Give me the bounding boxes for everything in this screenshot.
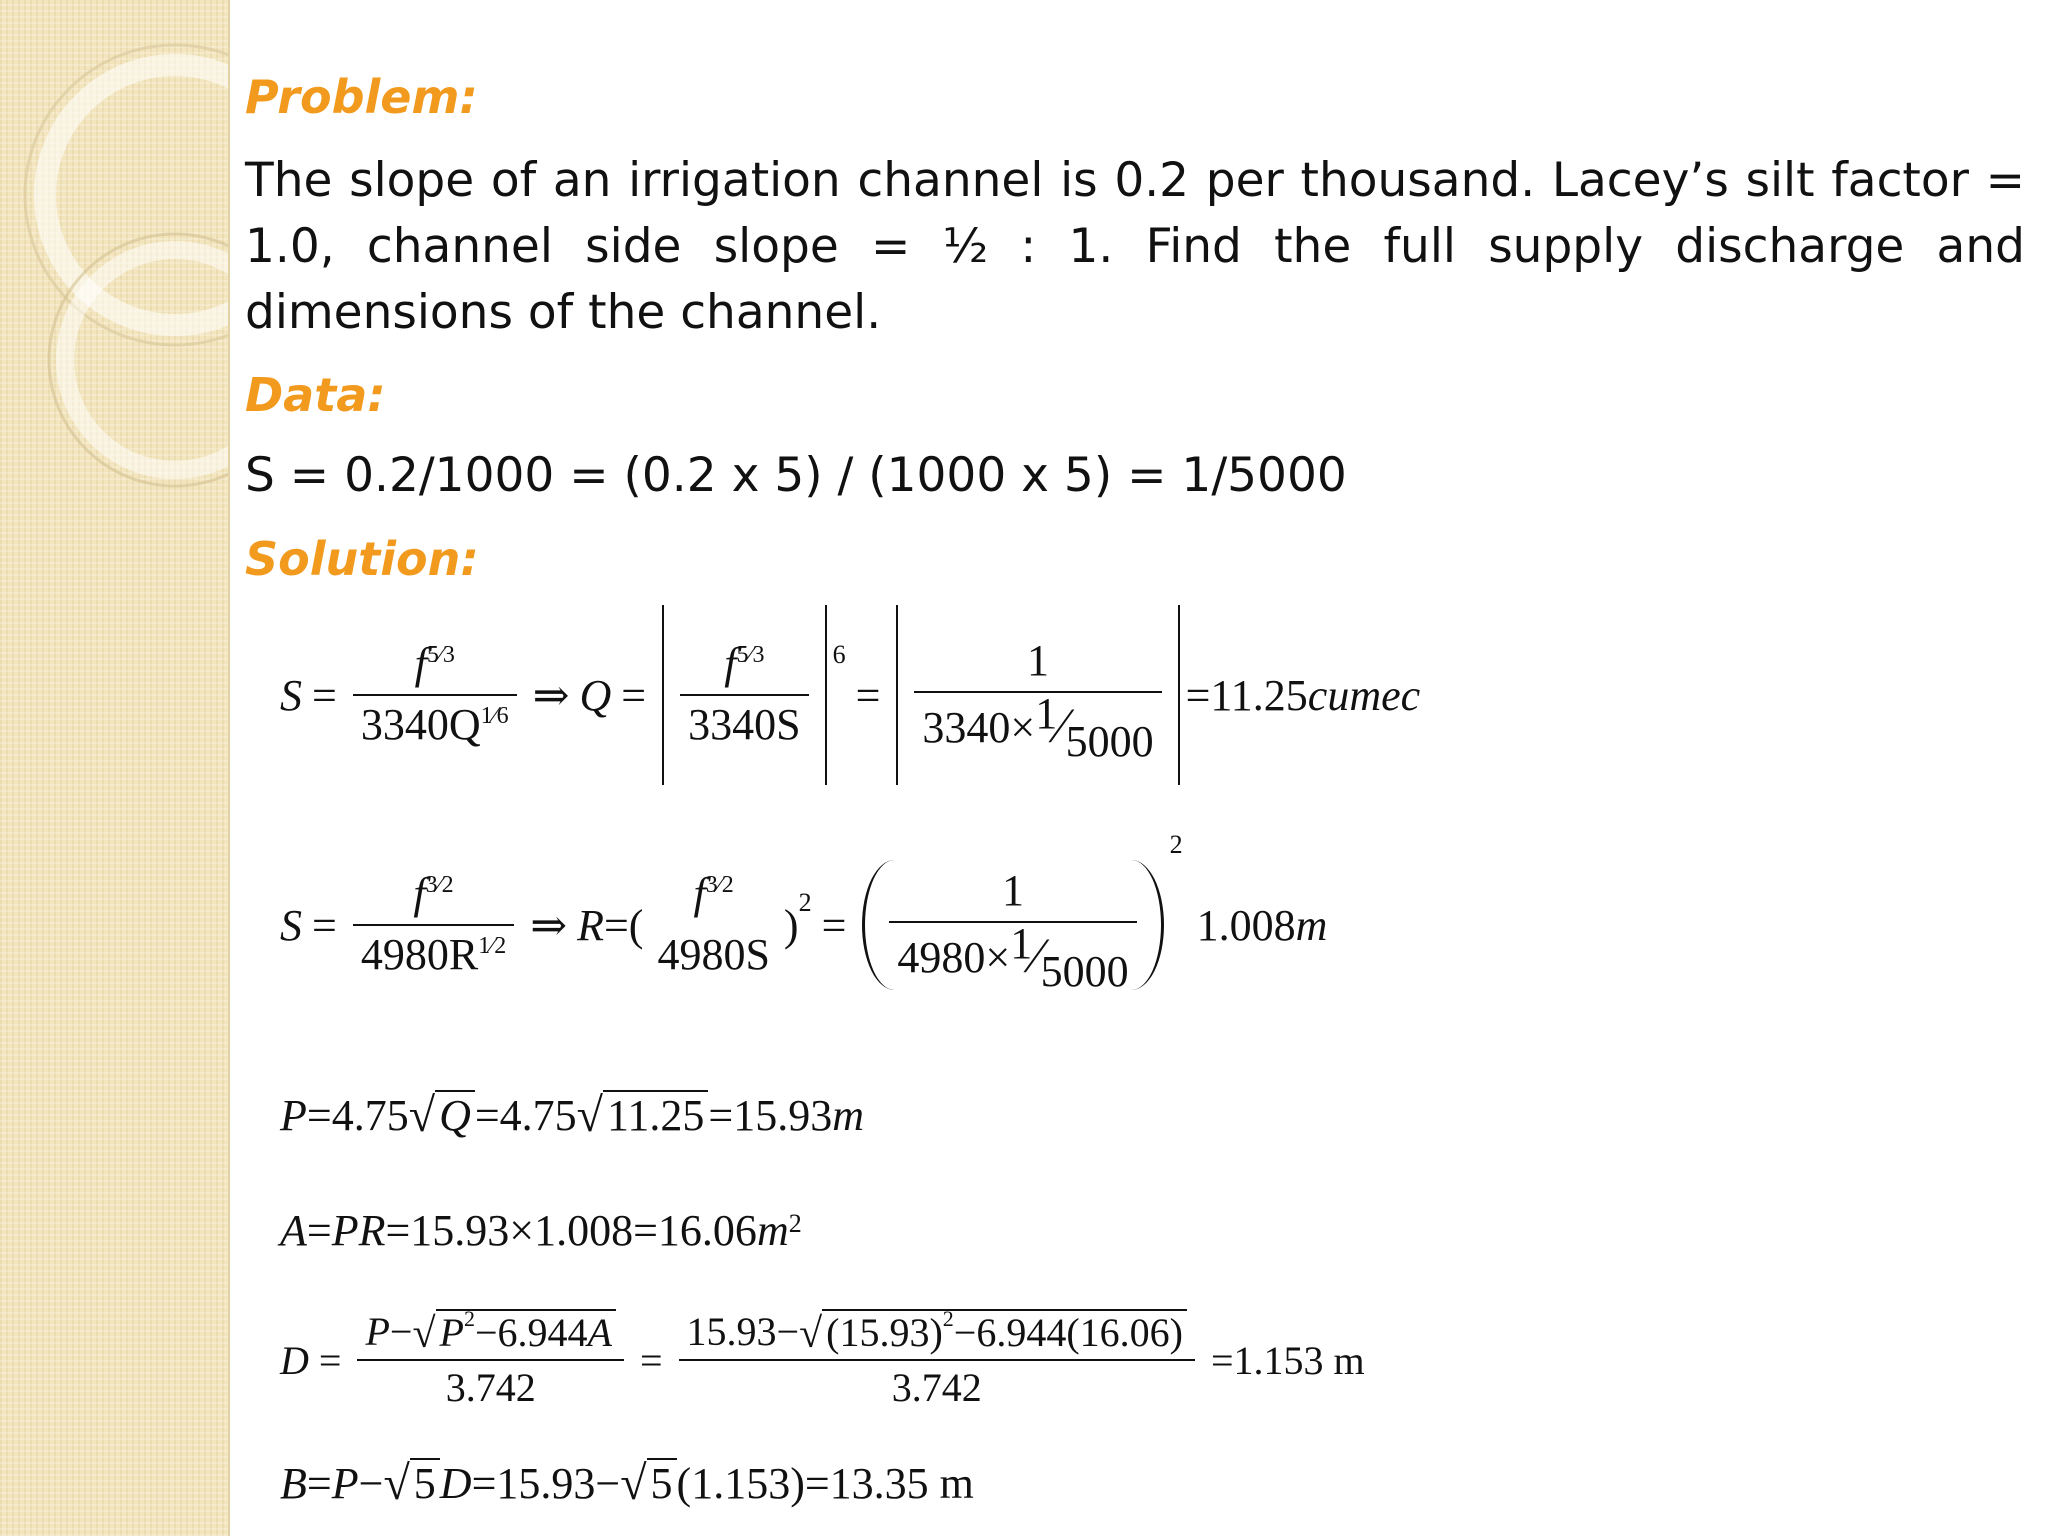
eq1-fraction-1 xyxy=(353,639,517,750)
eq5-n2-rad-a: (15.93) xyxy=(826,1310,943,1355)
eq1-f1-num-exp: 5⁄3 xyxy=(426,642,455,669)
data-statement: S = 0.2/1000 = (0.2 x 5) / (1000 x 5) = 1/5000 xyxy=(245,448,1347,503)
eq1-bracket-2 xyxy=(896,605,1179,785)
eq5-fraction-2 xyxy=(679,1305,1195,1411)
problem-heading: Problem: xyxy=(245,70,478,124)
eq4-part-b: =15.93×1.008=16.06 xyxy=(385,1205,757,1255)
eq5-result: =1.153 m xyxy=(1210,1337,1365,1383)
eq3-unit: m xyxy=(832,1090,864,1140)
problem-statement: The slope of an irrigation channel is 0.2 per thousand. Lacey’s silt factor = 1.0, channel side slope = ½ : 1. Find the full supply discharge and dimensions of the channel. xyxy=(245,153,2025,340)
eq6-part-b: − xyxy=(358,1458,384,1508)
eq2-f3-num: 1 xyxy=(1002,865,1024,915)
eq5-n1-a: P xyxy=(365,1309,390,1354)
eq1-result: =11.25 xyxy=(1185,670,1308,720)
decorative-side-band xyxy=(0,0,230,1536)
eq1-q: Q xyxy=(579,670,612,720)
eq1-equals-3: = xyxy=(855,670,881,720)
eq5-n1-b: − xyxy=(389,1309,413,1354)
eq1-f2-num: f xyxy=(724,639,737,689)
eq3-part-c: =15.93 xyxy=(708,1090,833,1140)
eq6-d: D xyxy=(439,1458,472,1508)
eq2-f2-den: 4980S xyxy=(657,930,770,979)
equation-hydraulic-radius xyxy=(280,825,1327,1025)
eq6-part-c: =15.93− xyxy=(471,1458,621,1508)
eq2-f2-num: f xyxy=(693,869,706,919)
eq1-f1-den: 3340Q xyxy=(360,700,481,749)
data-heading: Data: xyxy=(245,368,386,422)
eq3-rad-1: Q xyxy=(435,1090,475,1140)
eq4-unit: m xyxy=(756,1205,789,1255)
eq1-f2-den: 3340S xyxy=(688,700,801,749)
eq2-f1-num-exp: 3⁄2 xyxy=(425,872,454,899)
equation-perimeter xyxy=(280,1080,864,1150)
eq5-equals: = xyxy=(318,1337,342,1383)
eq5-n2-a: 15.93− xyxy=(686,1309,800,1354)
eq1-f3-den-a: 3340× xyxy=(922,702,1036,752)
eq5-n2-rad-b: −6.944(16.06) xyxy=(953,1310,1183,1355)
eq2-f2-num-exp: 3⁄2 xyxy=(705,872,734,899)
eq2-power-2: 2 xyxy=(1169,830,1183,859)
eq2-lhs: S xyxy=(280,900,302,950)
solution-heading: Solution: xyxy=(245,532,479,586)
eq2-parenthesis xyxy=(862,860,1163,996)
eq5-n1-rad-a: P xyxy=(439,1310,464,1355)
eq6-p: P xyxy=(331,1458,359,1508)
eq1-f1-num: f xyxy=(414,639,427,689)
eq2-close: ) xyxy=(783,900,799,950)
eq1-fraction-2 xyxy=(680,639,808,750)
eq6-sqrt-1: √ 5 xyxy=(383,1458,439,1508)
eq5-n1-rad-c: A xyxy=(587,1310,612,1355)
eq1-f1-den-exp: 1⁄6 xyxy=(480,703,509,729)
eq5-sqrt-2: √ $(15.93)^2-6.944(16.06)$ xyxy=(799,1309,1187,1355)
eq5-den-2: 3.742 xyxy=(891,1365,982,1410)
eq6-rad-1: 5 xyxy=(410,1458,440,1508)
eq4-pr: PR xyxy=(331,1205,386,1255)
eq2-equals: = xyxy=(312,900,337,950)
eq1-f2-num-exp: 5⁄3 xyxy=(736,642,765,669)
eq2-r: R xyxy=(577,900,604,950)
eq5-n2-rad-exp: 2 xyxy=(942,1305,954,1331)
equation-depth xyxy=(280,1290,1365,1430)
eq1-f3-den-b: 1 xyxy=(1035,688,1058,738)
eq6-part-a: = xyxy=(306,1458,332,1508)
eq2-f1-num: f xyxy=(413,869,426,919)
eq3-part-a: =4.75 xyxy=(306,1090,409,1140)
eq4-lhs: A xyxy=(280,1205,307,1255)
eq2-f3-den-c: 5000 xyxy=(1040,946,1129,996)
eq5-fraction-1 xyxy=(357,1305,624,1411)
eq4-part-a: = xyxy=(306,1205,332,1255)
eq2-fraction-2 xyxy=(649,869,777,980)
eq4-exp: 2 xyxy=(788,1209,802,1238)
eq2-f3-den-a: 4980× xyxy=(897,932,1011,982)
eq2-equals-2: =( xyxy=(603,900,644,950)
eq5-den-1: 3.742 xyxy=(445,1365,536,1410)
eq1-bracket-1 xyxy=(662,605,826,785)
eq2-f3-den-b: 1 xyxy=(1010,918,1033,968)
eq5-n1-rad-b: −6.944 xyxy=(474,1310,588,1355)
eq1-equals-2: = xyxy=(621,670,647,720)
equation-discharge xyxy=(280,605,1420,785)
eq2-fraction-1 xyxy=(353,869,514,980)
eq5-n1-rad-exp: 2 xyxy=(463,1305,475,1331)
eq2-unit: m xyxy=(1295,900,1328,950)
eq3-lhs: P xyxy=(280,1090,307,1140)
eq6-lhs: B xyxy=(280,1458,307,1508)
eq6-sqrt-2: √ 5 xyxy=(620,1458,676,1508)
eq2-power: 2 xyxy=(798,888,812,917)
eq1-power: 6 xyxy=(832,640,846,669)
eq2-f1-den: 4980R xyxy=(360,930,479,979)
eq1-lhs: S xyxy=(280,670,302,720)
eq2-f1-den-exp: 1⁄2 xyxy=(478,933,507,959)
eq6-rad-2: 5 xyxy=(647,1458,677,1508)
eq1-equals: = xyxy=(312,670,337,720)
equation-area xyxy=(280,1195,802,1265)
eq6-part-e: (1.153)=13.35 m xyxy=(676,1458,974,1508)
eq2-equals-3: = xyxy=(821,900,847,950)
eq5-lhs: D xyxy=(280,1337,309,1383)
decorative-rings-graphic xyxy=(0,0,228,1536)
eq3-sqrt-1: √ Q xyxy=(409,1090,475,1140)
eq2-fraction-3: $\frac{1}{4980\times 1⁄5000}$ xyxy=(889,866,1136,984)
eq1-fraction-3: $\frac{1}{3340\times 1⁄5000}$ xyxy=(914,636,1161,754)
eq5-sqrt-1: √ $P^2-6.944A$ xyxy=(412,1309,616,1355)
eq1-implies: ⇒ xyxy=(532,670,570,720)
eq2-implies: ⇒ xyxy=(530,900,568,950)
eq2-result: 1.008 xyxy=(1196,900,1296,950)
eq5-equals-2: = xyxy=(639,1337,663,1383)
eq1-f3-num: 1 xyxy=(1027,635,1050,685)
eq3-part-b: =4.75 xyxy=(474,1090,577,1140)
eq1-unit: cumec xyxy=(1307,670,1421,720)
eq3-rad-2: 11.25 xyxy=(603,1090,708,1140)
equation-bed-width xyxy=(280,1448,974,1518)
eq3-sqrt-2: √ 11.25 xyxy=(577,1090,709,1140)
eq1-f3-den-c: 5000 xyxy=(1065,716,1154,766)
